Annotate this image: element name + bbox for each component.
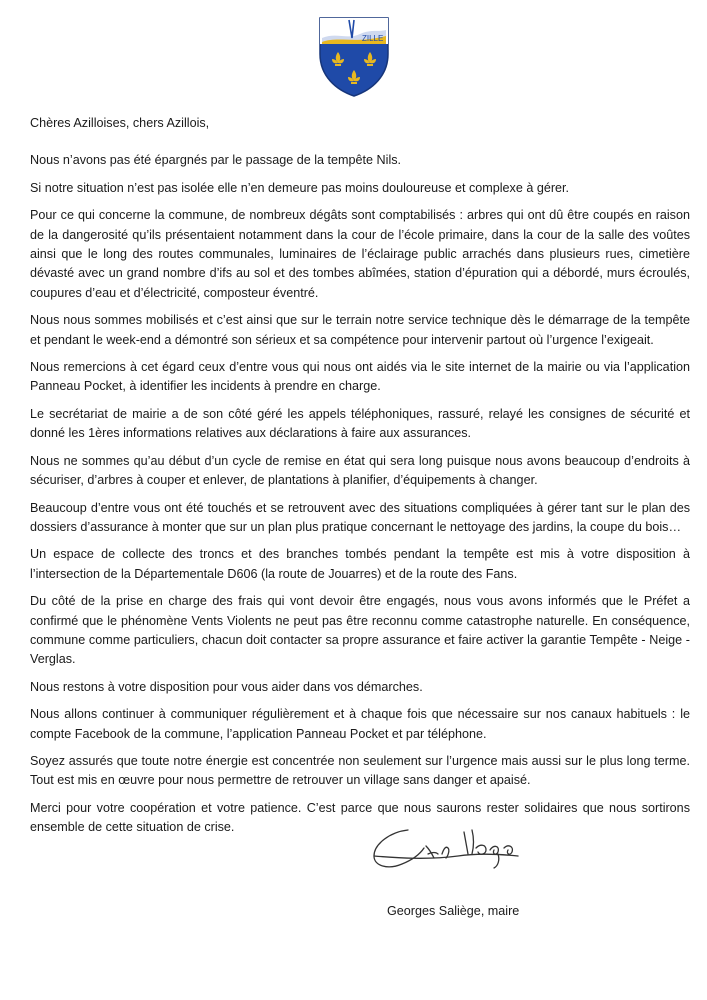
paragraph-8: Beaucoup d’entre vous ont été touchés et se retrouvent avec des situations compliquées à gérer tant sur le plan des dossiers d’assurance à monter que sur un plan plus pratique concernant le nettoyage des jardins, la coupe du bois… — [30, 500, 690, 534]
paragraph-5: Nous remercions à cet égard ceux d’entre vous qui nous ont aidés via le site internet de la mairie ou via l’application Panneau Pocket, à identifier les incidents à prendre en charge. — [30, 360, 690, 394]
paragraph-10: Du côté de la prise en charge des frais qui vont devoir être engagés, nous vous avons informés que le Préfet a confirmé que le phénomène Vents Violents ne peut pas être reconnu comme catastrophe naturelle. En conséquence, commune comme particuliers, chacun doit contacter sa propre assurance et faire activer la garantie Tempête - Neige - Verglas. — [30, 594, 690, 667]
paragraph-1: Nous n’avons pas été épargnés par le passage de la tempête Nils. — [30, 153, 402, 168]
paragraph-6: Le secrétariat de mairie a de son côté géré les appels téléphoniques, rassuré, relayé les consignes de sécurité et donné les 1ères informations relatives aux déclarations à faire aux assurances. — [30, 406, 690, 441]
paragraph-11: Nous restons à votre disposition pour vous aider dans vos démarches. — [30, 679, 423, 694]
paragraph-3: Pour ce qui concerne la commune, de nombreux dégâts sont comptabilisés : arbres qui ont dû être coupés en raison de la dangerosité qu’ils présentaient notamment dans la cour de l’école primaire, dans la cour de la salle des voûtes ainsi que le long des routes communales, luminaires de l’éclairage public arrachés dans plusieurs rues, cimetière dévasté avec un grand nombre d’ifs au sol et des tombes abîmées, station d’épuration qui a débordé, murs écroulés, coupures d’eau et d’électricité, composteur éventré. — [30, 208, 690, 300]
signer-name: Georges Saliège, maire — [387, 904, 520, 918]
paragraph-14: Merci pour votre coopération et votre patience. C’est parce que nous saurons rester solidaires que nous sortirons ensemble de cette situation de crise. — [30, 800, 690, 835]
paragraph-9: Un espace de collecte des troncs et des branches tombés pendant la tempête est mis à votre disposition à l’intersection de la Départementale D606 (la route de Jouarres) et de la route des Fans. — [30, 547, 690, 581]
paragraph-4: Nous nous sommes mobilisés et c’est ainsi que sur le terrain notre service technique dès le démarrage de la tempête et pendant le week-end a démontré son sérieux et sa compétence pour intervenir partout où l’urgence l’exigeait. — [30, 313, 690, 347]
paragraph-12: Nous allons continuer à communiquer régulièrement et à chaque fois que nécessaire sur nos canaux habituels : le compte Facebook de la commune, l’application Panneau Pocket et par téléphone. — [30, 707, 690, 741]
handwritten-signature — [368, 820, 528, 876]
crest-text: ZILLE — [362, 34, 384, 43]
paragraph-13: Soyez assurés que toute notre énergie est concentrée non seulement sur l’urgence mais aussi sur le plus long terme. Tout est mis en œuvre pour nous permettre de retrouver un village sans danger et apaisé. — [30, 753, 690, 788]
letter-body — [30, 114, 690, 846]
paragraph-7: Nous ne sommes qu’au début d’un cycle de remise en état qui sera long puisque nous avons beaucoup d’endroits à sécuriser, d’arbres à couper et enlever, de plantations à planifier, d’équipements à changer. — [30, 453, 690, 488]
letter-greeting: Chères Azilloises, chers Azillois, — [30, 116, 210, 130]
town-crest-logo — [316, 14, 392, 98]
paragraph-2: Si notre situation n’est pas isolée elle n’en demeure pas moins douloureuse et complexe à gérer. — [30, 180, 570, 195]
